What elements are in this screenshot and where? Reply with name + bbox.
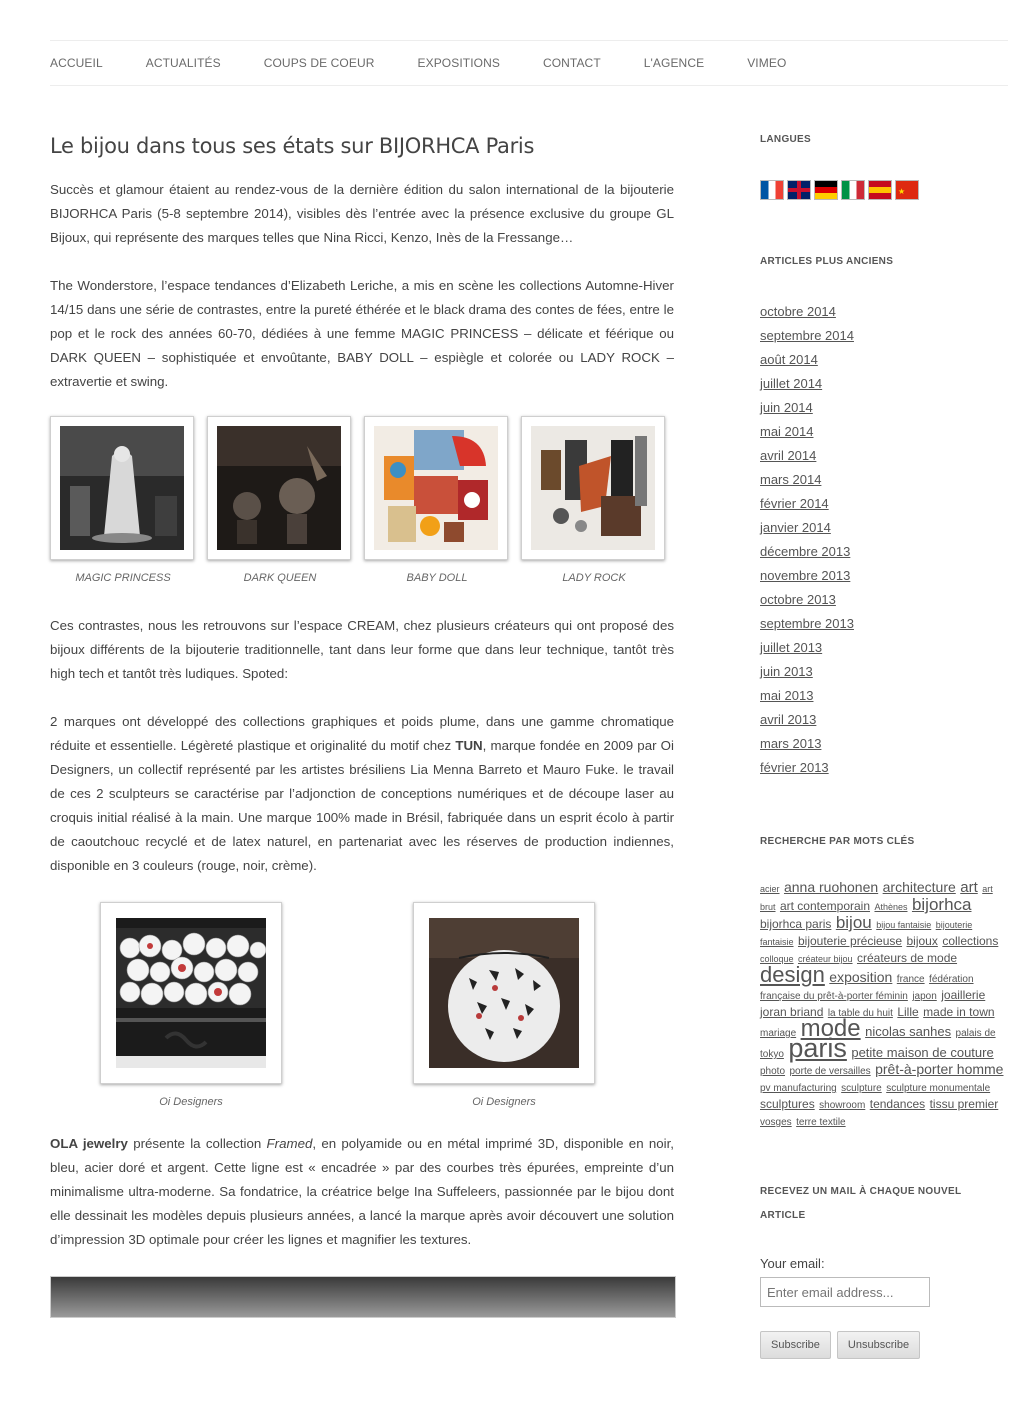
tag-link[interactable]: joaillerie [941, 988, 986, 1002]
archive-item [760, 684, 1005, 708]
thumbnail-oi-designers-1[interactable] [100, 902, 282, 1084]
china-flag-icon[interactable]: ★ [895, 180, 919, 200]
widget-langues [760, 128, 1005, 200]
tag-link[interactable]: sculpture monumentale [886, 1083, 991, 1094]
nav-expositions[interactable]: EXPOSITIONS [417, 56, 500, 70]
archive-link[interactable]: février 2013 [760, 760, 829, 775]
tag-link[interactable]: photo [760, 1066, 786, 1077]
archive-link[interactable]: décembre 2013 [760, 544, 851, 559]
caption: Oi Designers [472, 1096, 536, 1108]
archive-link[interactable]: septembre 2013 [760, 616, 854, 631]
tag-link[interactable]: joran briand [760, 1005, 824, 1019]
caption: Oi Designers [159, 1096, 223, 1108]
tag-link[interactable]: mariage [760, 1028, 797, 1039]
tag-link[interactable]: Athènes [874, 902, 908, 912]
nav-agence[interactable]: L'AGENCE [643, 56, 705, 70]
thumbnail-lady-rock[interactable] [521, 416, 665, 560]
archive-link[interactable]: septembre 2014 [760, 328, 854, 343]
archive-link[interactable]: janvier 2014 [760, 520, 831, 535]
oi-designers-image-2 [429, 918, 579, 1068]
main-nav [50, 40, 1008, 86]
tag-link[interactable]: architecture [882, 879, 956, 895]
archive-list [760, 300, 1005, 780]
archive-item [760, 636, 1005, 660]
tag-link[interactable]: art contemporain [779, 899, 871, 913]
tag-link[interactable]: créateur bijou [797, 954, 853, 964]
widget-newsletter [760, 1180, 1005, 1359]
thumbnail-magic-princess[interactable] [50, 416, 194, 560]
caption: LADY ROCK [562, 572, 626, 584]
caption: MAGIC PRINCESS [75, 572, 171, 584]
tag-link[interactable]: fédération française du prêt-à-porter féminin [760, 974, 974, 1002]
archive-item [760, 492, 1005, 516]
thumbnail-baby-doll[interactable] [364, 416, 508, 560]
tag-link[interactable]: collections [942, 934, 999, 948]
tag-link[interactable]: bijoux [906, 934, 938, 948]
paragraph-wonderstore: The Wonderstore, l’espace tendances d’Elizabeth Leriche, a mis en scène les collections Automne-Hiver 14/15 dans une série de contrastes, entre la pureté éthérée et le black drama des contes de fées, entre le pop et le rock des années 60-70, dédiées à une femme MAGIC PRINCESS – délicate et féérique ou DARK QUEEN – sophistiquée et envoûtante, BABY DOLL – espiègle et colorée ou LADY ROCK – extravertie et swing. [50, 278, 674, 389]
archive-item [760, 396, 1005, 420]
widget-title-tags: RECHERCHE PAR MOTS CLÉS [760, 836, 915, 847]
text: , marque fondée en 2009 par Oi Designers, un collectif représenté par les artistes brésiliens Lia Menna Barreto et Mauro Fuke. le travail de ces 2 sculpteurs se caractérise par l’adjonction de conceptions numériques et de découpe laser au croquis initial réalisé à la main. Une marque 100% made in Brésil, fabriquée dans un esprit écolo à partir de caoutchouc recyclé et de latex naturel, en partenariat avec les réserves de production indiennes, disponible en 3 couleurs (rouge, noir, crème). [50, 738, 674, 873]
newsletter-buttons [760, 1331, 1005, 1359]
tag-link[interactable]: sculpture [841, 1083, 882, 1094]
email-input[interactable] [760, 1277, 930, 1307]
gallery-oi-designers [100, 902, 674, 1108]
subscribe-button[interactable]: Subscribe [760, 1331, 831, 1359]
germany-flag-icon[interactable] [814, 180, 838, 200]
nav-vimeo[interactable]: VIMEO [747, 56, 787, 70]
widget-tags [760, 830, 1005, 1130]
archive-link[interactable]: avril 2013 [760, 712, 817, 727]
tag-link[interactable]: tendances [869, 1097, 926, 1111]
france-flag-icon[interactable] [760, 180, 784, 200]
tag-link[interactable]: exposition [829, 969, 893, 985]
brand-ola: OLA jewelry [50, 1136, 128, 1151]
nav-accueil[interactable]: ACCUEIL [50, 56, 103, 70]
baby-doll-image [374, 426, 498, 550]
email-label: Your email: [760, 1256, 825, 1271]
archive-link[interactable]: juin 2014 [760, 400, 813, 415]
tag-link[interactable]: bijouterie fantaisie [760, 920, 973, 947]
tag-link[interactable]: mode [800, 1015, 861, 1042]
nav-contact[interactable]: CONTACT [542, 56, 601, 70]
tag-link[interactable]: prêt-à-porter homme [875, 1061, 1004, 1077]
archive-item [760, 420, 1005, 444]
post-content [50, 128, 674, 1318]
tag-link[interactable]: la table du huit [827, 1008, 893, 1019]
tag-link[interactable]: art brut [760, 884, 993, 912]
archive-link[interactable]: mars 2014 [760, 472, 822, 487]
archive-item [760, 348, 1005, 372]
paragraph-intro: Succès et glamour étaient au rendez-vous de la dernière édition du salon international de la bijouterie BIJORHCA Paris (5-8 septembre 2014), visibles dès l’entrée avec la présence exclusive du groupe GL Bijoux, qui représente des marques telles que Nina Ricci, Kenzo, Inès de la Fressange… [50, 182, 674, 245]
gallery-item [521, 416, 667, 584]
tag-link[interactable]: tissu premier [929, 1097, 999, 1111]
archive-link[interactable]: mai 2014 [760, 424, 814, 439]
spain-flag-icon[interactable] [868, 180, 892, 200]
archive-link[interactable]: mars 2013 [760, 736, 822, 751]
archive-item [760, 732, 1005, 756]
nav-actualites[interactable]: ACTUALITÉS [145, 56, 221, 70]
tag-link[interactable]: paris [788, 1033, 847, 1063]
tag-link[interactable]: made in town [923, 1005, 995, 1019]
nav-coups-de-coeur[interactable]: COUPS DE COEUR [263, 56, 375, 70]
caption: DARK QUEEN [243, 572, 317, 584]
archive-item [760, 708, 1005, 732]
archive-link[interactable]: novembre 2013 [760, 568, 851, 583]
gallery-trends [50, 416, 674, 584]
tag-link[interactable]: pv manufacturing [760, 1083, 837, 1094]
lady-rock-image [531, 426, 655, 550]
tag-link[interactable]: bijou [835, 913, 872, 932]
gallery-item [207, 416, 353, 584]
brand-tun: TUN [455, 738, 483, 753]
sidebar [760, 128, 1005, 1359]
tag-link[interactable]: art [960, 879, 978, 896]
tag-link[interactable]: design [760, 962, 825, 987]
tag-cloud [760, 880, 1005, 1130]
archive-item [760, 324, 1005, 348]
paragraph-tun [50, 710, 674, 878]
paragraph-ola [50, 1132, 674, 1252]
text: 2 marques ont développé des collections graphiques et poids plume, dans une gamme chromatique réduite et essentielle. Légèreté plastique et originalité du motif chez [50, 714, 674, 753]
tag-link[interactable]: anna ruohonen [783, 879, 879, 895]
text: , en polyamide ou en métal imprimé 3D, disponible en noir, bleu, acier doré et argent. Cette ligne est « encadrée » par des courbes très épurées, empreinte d’un minimalisme ultra-moderne. Sa fondatrice, la créatrice belge Ina Suffeleers, passionnée par le bijou dont elle dessinait les modèles depuis plusieurs années, a lancé la marque après avoir découvert une solution d’impression 3D optimale pour créer les lignes et magnifier les textures. [50, 1136, 674, 1247]
tag-link[interactable]: bijorhca [911, 895, 972, 914]
archive-link[interactable]: octobre 2014 [760, 304, 836, 319]
paragraph-cream: Ces contrastes, nous les retrouvons sur l’espace CREAM, chez plusieurs créateurs qui ont proposé des bijoux différents de la bijouterie traditionnelle, tant dans leur forme que dans leur technique, tantôt très high tech et tantôt très ludiques. Spoted: [50, 618, 674, 681]
widget-title-newsletter: RECEVEZ UN MAIL À CHAQUE NOUVEL ARTICLE [760, 1186, 962, 1221]
archive-link[interactable]: octobre 2013 [760, 592, 836, 607]
gallery-item [413, 902, 595, 1108]
dark-queen-image [217, 426, 341, 550]
tag-link[interactable]: créateurs de mode [856, 951, 958, 965]
archive-link[interactable]: avril 2014 [760, 448, 817, 463]
widget-title-langues: LANGUES [760, 134, 811, 145]
tag-link[interactable]: petite maison de couture [851, 1045, 994, 1060]
magic-princess-image [60, 426, 184, 550]
gallery-item [50, 416, 196, 584]
tag-link[interactable]: nicolas sanhes [865, 1024, 952, 1039]
archive-item [760, 372, 1005, 396]
tag-link[interactable]: vosges [760, 1117, 792, 1128]
tag-link[interactable]: terre textile [796, 1117, 846, 1128]
tag-link[interactable]: Lille [897, 1005, 919, 1019]
archive-link[interactable]: mai 2013 [760, 688, 814, 703]
article-photo [50, 1276, 676, 1318]
tag-link[interactable]: acier [760, 884, 780, 894]
archive-item [760, 756, 1005, 780]
archive-link[interactable]: août 2014 [760, 352, 818, 367]
tag-link[interactable]: porte de versailles [789, 1066, 871, 1077]
widget-title-archives: ARTICLES PLUS ANCIENS [760, 256, 894, 267]
tag-link[interactable]: colloque [760, 954, 794, 964]
gallery-item [100, 902, 282, 1108]
tag-link[interactable]: japon [912, 991, 937, 1002]
gallery-item [364, 416, 510, 584]
uk-flag-icon[interactable] [787, 180, 811, 200]
widget-archives [760, 250, 1005, 780]
archive-link[interactable]: juin 2013 [760, 664, 813, 679]
tag-link[interactable]: palais de tokyo [760, 1028, 996, 1060]
tag-link[interactable]: france [896, 974, 925, 985]
tag-link[interactable]: sculptures [760, 1097, 815, 1111]
tag-link[interactable]: bijouterie précieuse [797, 934, 903, 948]
caption: BABY DOLL [406, 572, 468, 584]
archive-item [760, 300, 1005, 324]
archive-item [760, 588, 1005, 612]
archive-item [760, 564, 1005, 588]
collection-framed: Framed [266, 1136, 313, 1151]
archive-link[interactable]: février 2014 [760, 496, 829, 511]
tag-link[interactable]: showroom [819, 1100, 866, 1111]
archive-item [760, 516, 1005, 540]
post-title: Le bijou dans tous ses états sur BIJORHCA Paris [50, 134, 535, 158]
thumbnail-dark-queen[interactable] [207, 416, 351, 560]
tag-link[interactable]: bijorhca paris [760, 917, 832, 931]
text: présente la collection [127, 1136, 267, 1151]
archive-link[interactable]: juillet 2014 [760, 376, 823, 391]
archive-item [760, 540, 1005, 564]
italy-flag-icon[interactable] [841, 180, 865, 200]
thumbnail-oi-designers-2[interactable] [413, 902, 595, 1084]
archive-item [760, 444, 1005, 468]
archive-item [760, 468, 1005, 492]
archive-link[interactable]: juillet 2013 [760, 640, 823, 655]
language-flags [760, 180, 1005, 200]
oi-designers-image-1 [116, 918, 266, 1068]
archive-item [760, 660, 1005, 684]
unsubscribe-button[interactable]: Unsubscribe [837, 1331, 920, 1359]
tag-link[interactable]: bijou fantaisie [876, 920, 932, 930]
archive-item [760, 612, 1005, 636]
